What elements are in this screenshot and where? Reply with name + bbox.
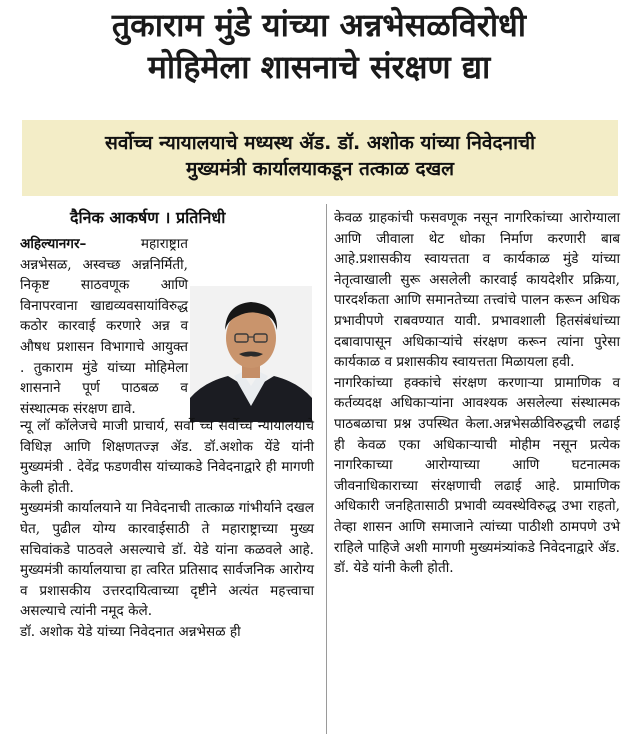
subheadline-line-1: सर्वोच्च न्यायालयाचे मध्यस्थ ॲड. डॉ. अशोक यांच्या निवेदनाची <box>104 132 536 154</box>
headline <box>0 4 638 88</box>
paragraph-5: नागरिकांच्या हक्कांचे संरक्षण करणाऱ्या प्रामाणिक व कर्तव्यदक्ष अधिकाऱ्यांना आवश्यक असलेल्या संस्थात्मक पाठबळाचा प्रश्न उपस्थित केला.अन्नभेसळीविरुद्धची लढाई ही केवळ एका अधिकाऱ्याची मोहीम नसून प्रत्येक नागरिकाच्या आरोग्याच्या आणि घटनात्मक जीवनाधिकाराच्या संरक्षणाची लढाई आहे. प्रामाणिक अधिकारी जनहितासाठी प्रभावी व्यवस्थेविरुद्ध उभा राहतो, तेव्हा शासन आणि समाजाने त्यांच्या पाठीशी ठामपणे उभे राहिले पाहिजे अशी मागणी मुख्यमंत्र्यांकडे निवेदनाद्वारे ॲड. डॉ. येडे यांनी केली होती. <box>334 374 620 577</box>
paragraph-2: मुख्यमंत्री कार्यालयाने या निवेदनाची तात्काळ गांभीर्याने दखल घेत, पुढील योग्य कारवाईसाठी ते महाराष्ट्राच्या मुख्य सचिवांकडे पाठवले असल्याचे डॉ. येडे यांना कळवले आहे. मुख्यमंत्री कार्यालयाचा हा त्वरित प्रतिसाद सार्वजनिक आरोग्य व प्रशासकीय उत्तरदायित्वाच्या दृष्टीने अत्यंत महत्त्वाचा असल्याचे त्यांनी नमूद केले. <box>20 500 314 620</box>
article-left-column-bottom <box>20 416 314 643</box>
subheadline-line-2: मुख्यमंत्री कार्यालयाकडून तत्काळ दखल <box>185 158 455 180</box>
column-divider <box>326 204 327 734</box>
paragraph-4: केवळ ग्राहकांची फसवणूक नसून नागरिकांच्या आरोग्याला आणि जीवाला थेट धोका निर्माण करणारी बाब आहे.प्रशासकीय स्वायत्तता व कार्यकाळ मुंडे यांच्या नेतृत्वाखाली सुरू असलेली कारवाई कायदेशीर प्रक्रिया, पारदर्शकता आणि समानतेच्या तत्त्वांचे पालन करून अधिक प्रभावीपणे राबवण्यात यावी. प्रभावशाली हितसंबंधांच्या दबावापासून अधिकाऱ्यांचे संरक्षण करून त्यांना पुरेसा कार्यकाळ व प्रशासकीय स्वायत्तता मिळायला हवी. <box>334 210 620 371</box>
paragraph-3: डॉ. अशोक येडे यांच्या निवेदनात अन्नभेसळ ही <box>20 623 241 640</box>
article-right-column <box>334 208 620 579</box>
subheadline-box <box>22 120 618 196</box>
dateline: अहिल्यानगर– <box>20 236 87 252</box>
paragraph-1 <box>20 234 188 419</box>
byline: दैनिक आकर्षण । प्रतिनिधी <box>70 208 226 227</box>
headline-line-1: तुकाराम मुंडे यांच्या अन्नभेसळविरोधी <box>111 6 527 44</box>
paragraph-1b: न्यू लॉ कॉलेजचे माजी प्राचार्य, सर्वो च्च सर्वोच्च न्यायालयाचे विधिज्ञ आणि शिक्षणतज्ज्ञ ॲड. डॉ.अशोक येंडे यांनी मुख्यमंत्री . देवेंद्र फडणवीस यांच्याकडे निवेदनाद्वारे ही मागणी केली होती. <box>20 418 314 496</box>
headline-line-2: मोहिमेला शासनाचे संरक्षण द्या <box>147 48 491 86</box>
article-left-column-top <box>20 234 188 419</box>
paragraph-1-text: महाराष्ट्रात अन्नभेसळ, अस्वच्छ अन्ननिर्मिती, निकृष्ट साठवणूक आणि विनापरवाना खाद्यव्यवसायांविरुद्ध कठोर कारवाई करणारे अन्न व औषध प्रशासन विभागाचे आयुक्त . तुकाराम मुंडे यांच्या मोहिमेला शासनाने पूर्ण पाठबळ व संस्थात्मक संरक्षण द्यावे. <box>20 236 188 417</box>
portrait-image <box>190 286 312 422</box>
author-photo <box>190 286 312 422</box>
